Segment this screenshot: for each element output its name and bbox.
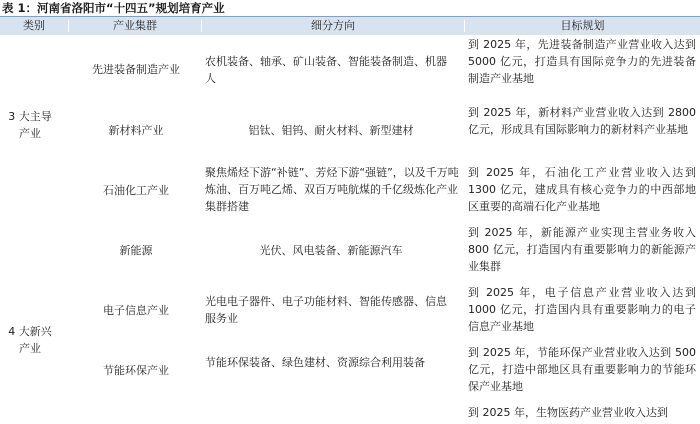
cluster-cell: 先进装备制造产业 <box>92 63 180 76</box>
direction-cell: 铝钛、钼钨、耐火材料、新型建材 <box>248 124 414 137</box>
cluster-cell: 节能环保产业 <box>103 364 169 377</box>
cluster-cell: 石油化工产业 <box>103 184 169 197</box>
table-title: 表 1：河南省洛阳市“十四五”规划培育产业 <box>2 1 225 15</box>
cluster-cell: 新材料产业 <box>108 124 164 137</box>
target-cell: 到 2025 年，新能源产业实现主营业务收入 800 亿元，打造国内有重要影响力的新能源产业集群 <box>468 226 696 273</box>
target-cell: 到 2025 年，节能环保产业营业收入达到 500 亿元，打造中部地区具有重要影响力的节能环保产业基地 <box>468 346 696 393</box>
direction-cell: 农机装备、轴承、矿山装备、智能装备制造、机器人 <box>205 55 447 85</box>
target-cell: 到 2025 年，电子信息产业营业收入达到 1000 亿元，打造国内具有重要影响力的电子信息产业基地 <box>468 286 696 333</box>
target-cell: 到 2025 年，石油化工产业营业收入达到 1300 亿元，建成具有核心竞争力的中西部地区重要的高端石化产业基地 <box>468 166 696 213</box>
header-target: 目标规划 <box>560 19 605 32</box>
target-cell: 到 2025 年，生物医药产业营业收入达到 <box>468 406 668 419</box>
table-header <box>0 16 700 35</box>
header-category: 类别 <box>23 19 45 32</box>
direction-cell: 聚焦烯烃下游“补链”、芳烃下游“强链”，以及千万吨炼油、百万吨乙烯、双百万吨航煤的千亿级炼化产业集群搭建 <box>205 166 459 213</box>
cluster-cell: 电子信息产业 <box>103 304 169 317</box>
group-label-emerging: 4 大新兴产业 <box>8 325 52 355</box>
header-direction: 细分方向 <box>311 19 355 32</box>
direction-cell: 光伏、风电装备、新能源汽车 <box>259 244 403 257</box>
group-label-leading: 3 大主导产业 <box>8 110 52 140</box>
direction-cell: 光电电子器件、电子功能材料、智能传感器、信息服务业 <box>205 295 447 325</box>
target-cell: 到 2025 年，新材料产业营业收入达到 2800 亿元，形成具有国际影响力的新材料产业基地 <box>468 106 696 136</box>
header-cluster: 产业集群 <box>113 19 157 32</box>
direction-cell: 节能环保装备、绿色建材、资源综合利用装备 <box>205 356 425 369</box>
cluster-cell: 新能源 <box>119 244 153 257</box>
target-cell: 到 2025 年，先进装备制造产业营业收入达到 5000 亿元，打造具有国际竞争力的先进装备制造产业基地 <box>468 38 696 85</box>
